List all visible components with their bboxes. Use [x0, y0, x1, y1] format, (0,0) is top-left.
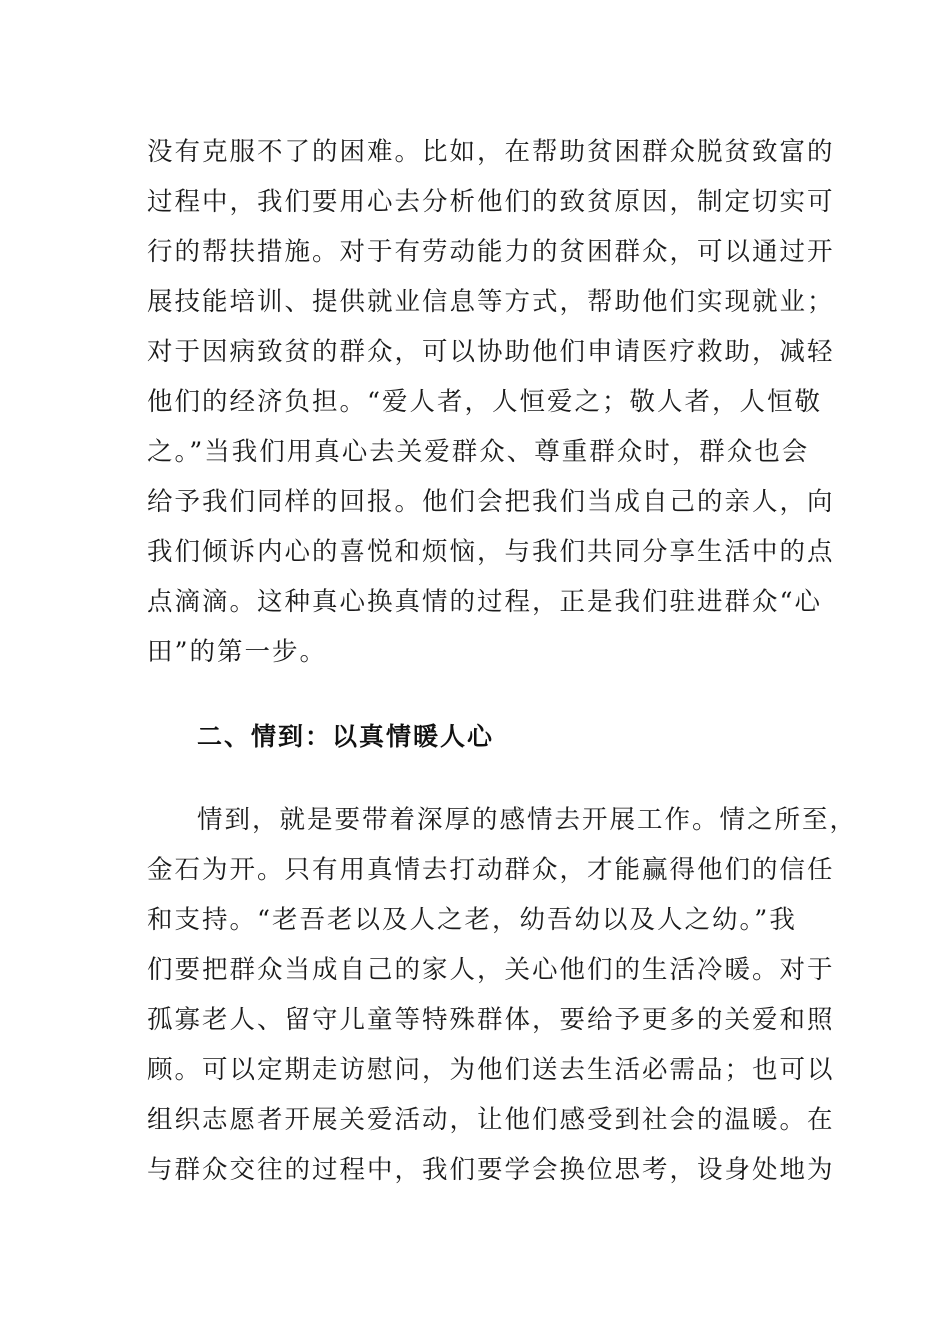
paragraph-line: 我们倾诉内心的喜悦和烦恼，与我们共同分享生活中的点 — [147, 537, 835, 567]
paragraph-2 — [147, 795, 858, 1195]
paragraph-line: 对于因病致贫的群众，可以协助他们申请医疗救助，减轻 — [147, 337, 835, 367]
paragraph-line: 他们的经济负担。“爱人者，人恒爱之；敬人者，人恒敬 — [147, 387, 823, 417]
paragraph-line: 金石为开。只有用真情去打动群众，才能赢得他们的信任 — [147, 855, 835, 885]
paragraph-line: 顾。可以定期走访慰问，为他们送去生活必需品；也可以 — [147, 1055, 835, 1085]
paragraph-line: 田”的第一步。 — [147, 637, 328, 667]
paragraph-line: 情到，就是要带着深厚的感情去开展工作。情之所至， — [197, 805, 858, 835]
paragraph-line: 之。”当我们用真心去关爱群众、尊重群众时，群众也会 — [147, 437, 810, 467]
paragraph-line: 组织志愿者开展关爱活动，让他们感受到社会的温暖。在 — [147, 1105, 835, 1135]
paragraph-line: 展技能培训、提供就业信息等方式，帮助他们实现就业； — [147, 287, 835, 317]
paragraph-line: 和支持。“老吾老以及人之老，幼吾幼以及人之幼。”我 — [147, 905, 797, 935]
paragraph-line: 给予我们同样的回报。他们会把我们当成自己的亲人，向 — [147, 487, 835, 517]
paragraph-line: 们要把群众当成自己的家人，关心他们的生活冷暖。对于 — [147, 955, 835, 985]
paragraph-1 — [147, 127, 835, 677]
paragraph-line: 孤寡老人、留守儿童等特殊群体，要给予更多的关爱和照 — [147, 1005, 835, 1035]
paragraph-line: 行的帮扶措施。对于有劳动能力的贫困群众，可以通过开 — [147, 237, 835, 267]
section-heading: 二、情到：以真情暖人心 — [197, 722, 495, 751]
paragraph-line: 点滴滴。这种真心换真情的过程，正是我们驻进群众“心 — [147, 587, 823, 617]
paragraph-line: 与群众交往的过程中，我们要学会换位思考，设身处地为 — [147, 1155, 835, 1185]
paragraph-line: 过程中，我们要用心去分析他们的致贫原因，制定切实可 — [147, 187, 835, 217]
paragraph-line: 没有克服不了的困难。比如，在帮助贫困群众脱贫致富的 — [147, 137, 835, 167]
